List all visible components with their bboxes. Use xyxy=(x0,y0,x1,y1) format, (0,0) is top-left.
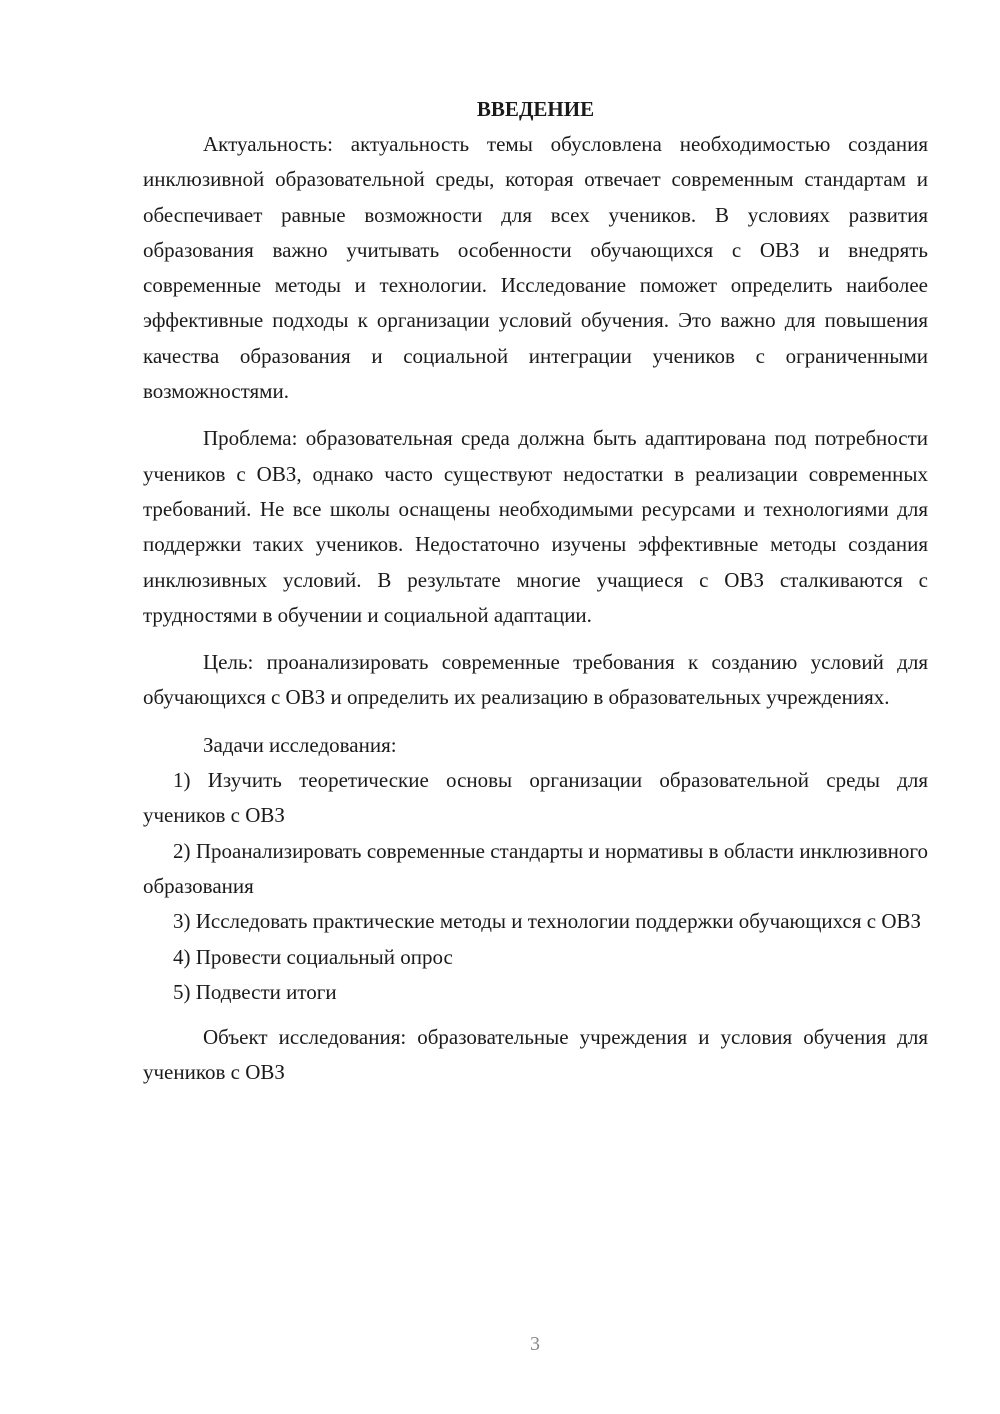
task-item-4: 4) Провести социальный опрос xyxy=(173,944,453,969)
task-item-5: 5) Подвести итоги xyxy=(173,979,337,1004)
tasks-heading: Задачи исследования: xyxy=(203,732,397,757)
paragraph-object: Объект исследования: образовательные учреждения и условия обучения для учеников с ОВЗ xyxy=(143,1025,928,1085)
task-item-1: 1) Изучить теоретические основы организации образовательной среды для учеников с ОВЗ xyxy=(143,768,928,828)
paragraph-goal: Цель: проанализировать современные требования к созданию условий для обучающихся с ОВЗ и определить их реализацию в образовательных учреждениях. xyxy=(143,650,928,710)
task-item-2: 2) Проанализировать современные стандарты и нормативы в области инклюзивного образования xyxy=(143,838,928,898)
document-page xyxy=(143,92,928,1091)
section-title: ВВЕДЕНИЕ xyxy=(476,97,595,121)
task-item-3: 3) Исследовать практические методы и технологии поддержки обучающихся с ОВЗ xyxy=(173,909,922,934)
page-number: 3 xyxy=(530,1333,540,1355)
paragraph-relevance: Актуальность: актуальность темы обусловлена необходимостью создания инклюзивной образовательной среды, которая отвечает современным стандартам и обеспечивает равные возможности для всех учеников. В условиях развития образования важно учитывать особенности обучающихся с ОВЗ и внедрять современные методы и технологии. Исследование поможет определить наиболее эффективные подходы к организации условий обучения. Это важно для повышения качества образования и социальной интеграции учеников с ограниченными возможностями. xyxy=(143,132,928,404)
paragraph-problem: Проблема: образовательная среда должна быть адаптирована под потребности учеников с ОВЗ, однако часто существуют недостатки в реализации современных требований. Не все школы оснащены необходимыми ресурсами и технологиями для поддержки таких учеников. Недостаточно изучены эффективные методы создания инклюзивных условий. В результате многие учащиеся с ОВЗ сталкиваются с трудностями в обучении и социальной адаптации. xyxy=(143,426,928,627)
